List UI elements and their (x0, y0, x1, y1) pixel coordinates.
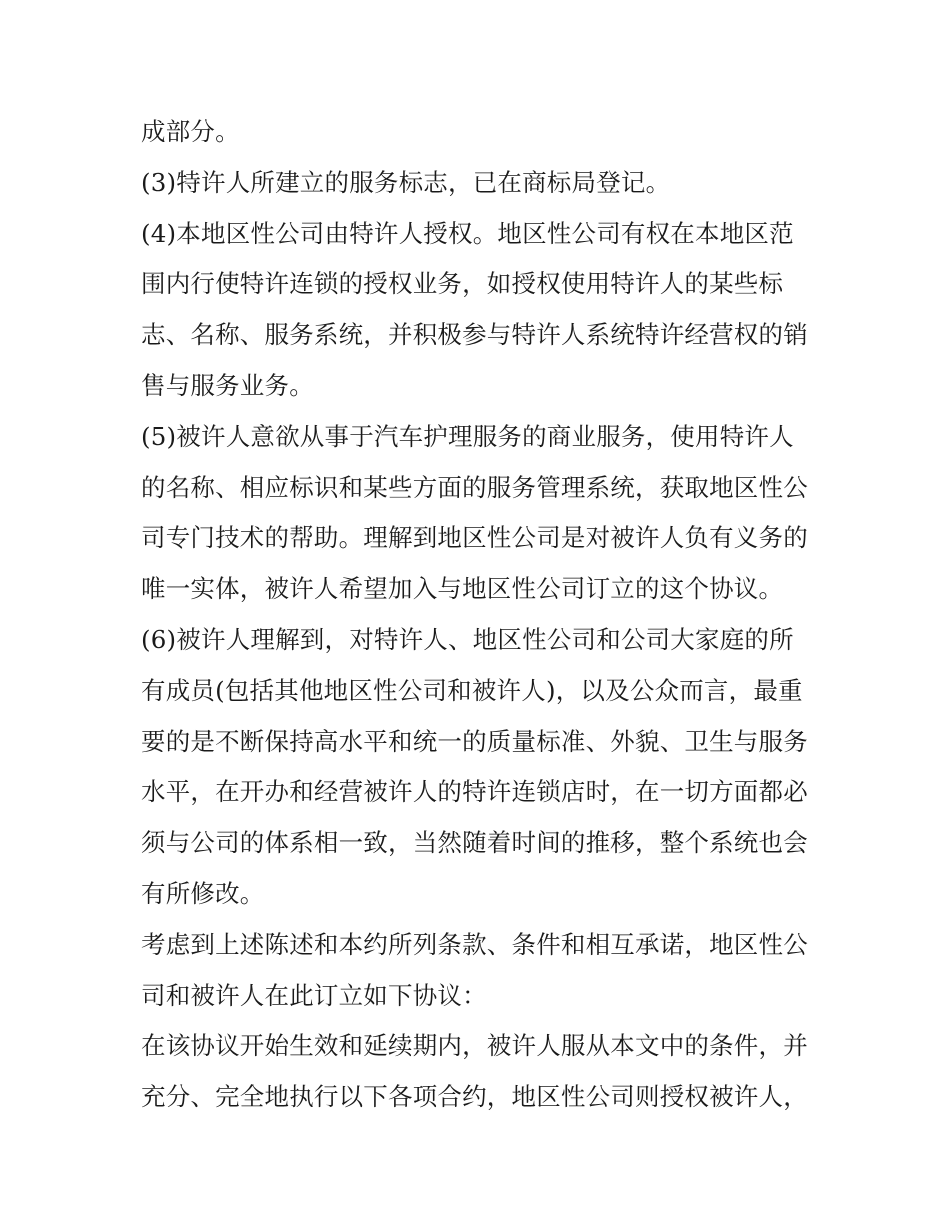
text-line: 成部分。 (141, 117, 240, 146)
text-line: (5)被许人意欲从事于汽车护理服务的商业服务，使用特许人 (141, 421, 794, 451)
text-line: (4)本地区性公司由特许人授权。地区性公司有权在本地区范 (141, 218, 794, 248)
text-line: 志、名称、服务系统，并积极参与特许人系统特许经营权的销 (141, 320, 808, 350)
text-line: 在该协议开始生效和延续期内，被许人服从本文中的条件，并 (141, 1031, 808, 1061)
text-line: 有成员(包括其他地区性公司和被许人)，以及公众而言，最重 (141, 675, 803, 705)
text-line: 水平，在开办和经营被许人的特许连锁店时，在一切方面都必 (141, 777, 808, 807)
text-line: 的名称、相应标识和某些方面的服务管理系统，获取地区性公 (141, 472, 808, 502)
text-line: 有所修改。 (141, 878, 265, 908)
text-line: 唯一实体，被许人希望加入与地区性公司订立的这个协议。 (141, 574, 784, 604)
text-line: 须与公司的体系相一致，当然随着时间的推移，整个系统也会 (141, 828, 808, 858)
text-line: (6)被许人理解到，对特许人、地区性公司和公司大家庭的所 (141, 624, 794, 654)
text-line: 考虑到上述陈述和本约所列条款、条件和相互承诺，地区性公 (141, 929, 808, 959)
text-line: 要的是不断保持高水平和统一的质量标准、外貌、卫生与服务 (141, 726, 808, 756)
text-line: 售与服务业务。 (141, 370, 314, 400)
text-line: 充分、完全地执行以下各项合约，地区性公司则授权被许人， (141, 1082, 808, 1112)
text-line: (3)特许人所建立的服务标志，已在商标局登记。 (141, 167, 671, 197)
document-body (141, 107, 821, 1123)
text-line: 司和被许人在此订立如下协议： (141, 980, 487, 1010)
text-line: 司专门技术的帮助。理解到地区性公司是对被许人负有义务的 (141, 523, 808, 553)
text-line: 围内行使特许连锁的授权业务，如授权使用特许人的某些标 (141, 269, 784, 299)
